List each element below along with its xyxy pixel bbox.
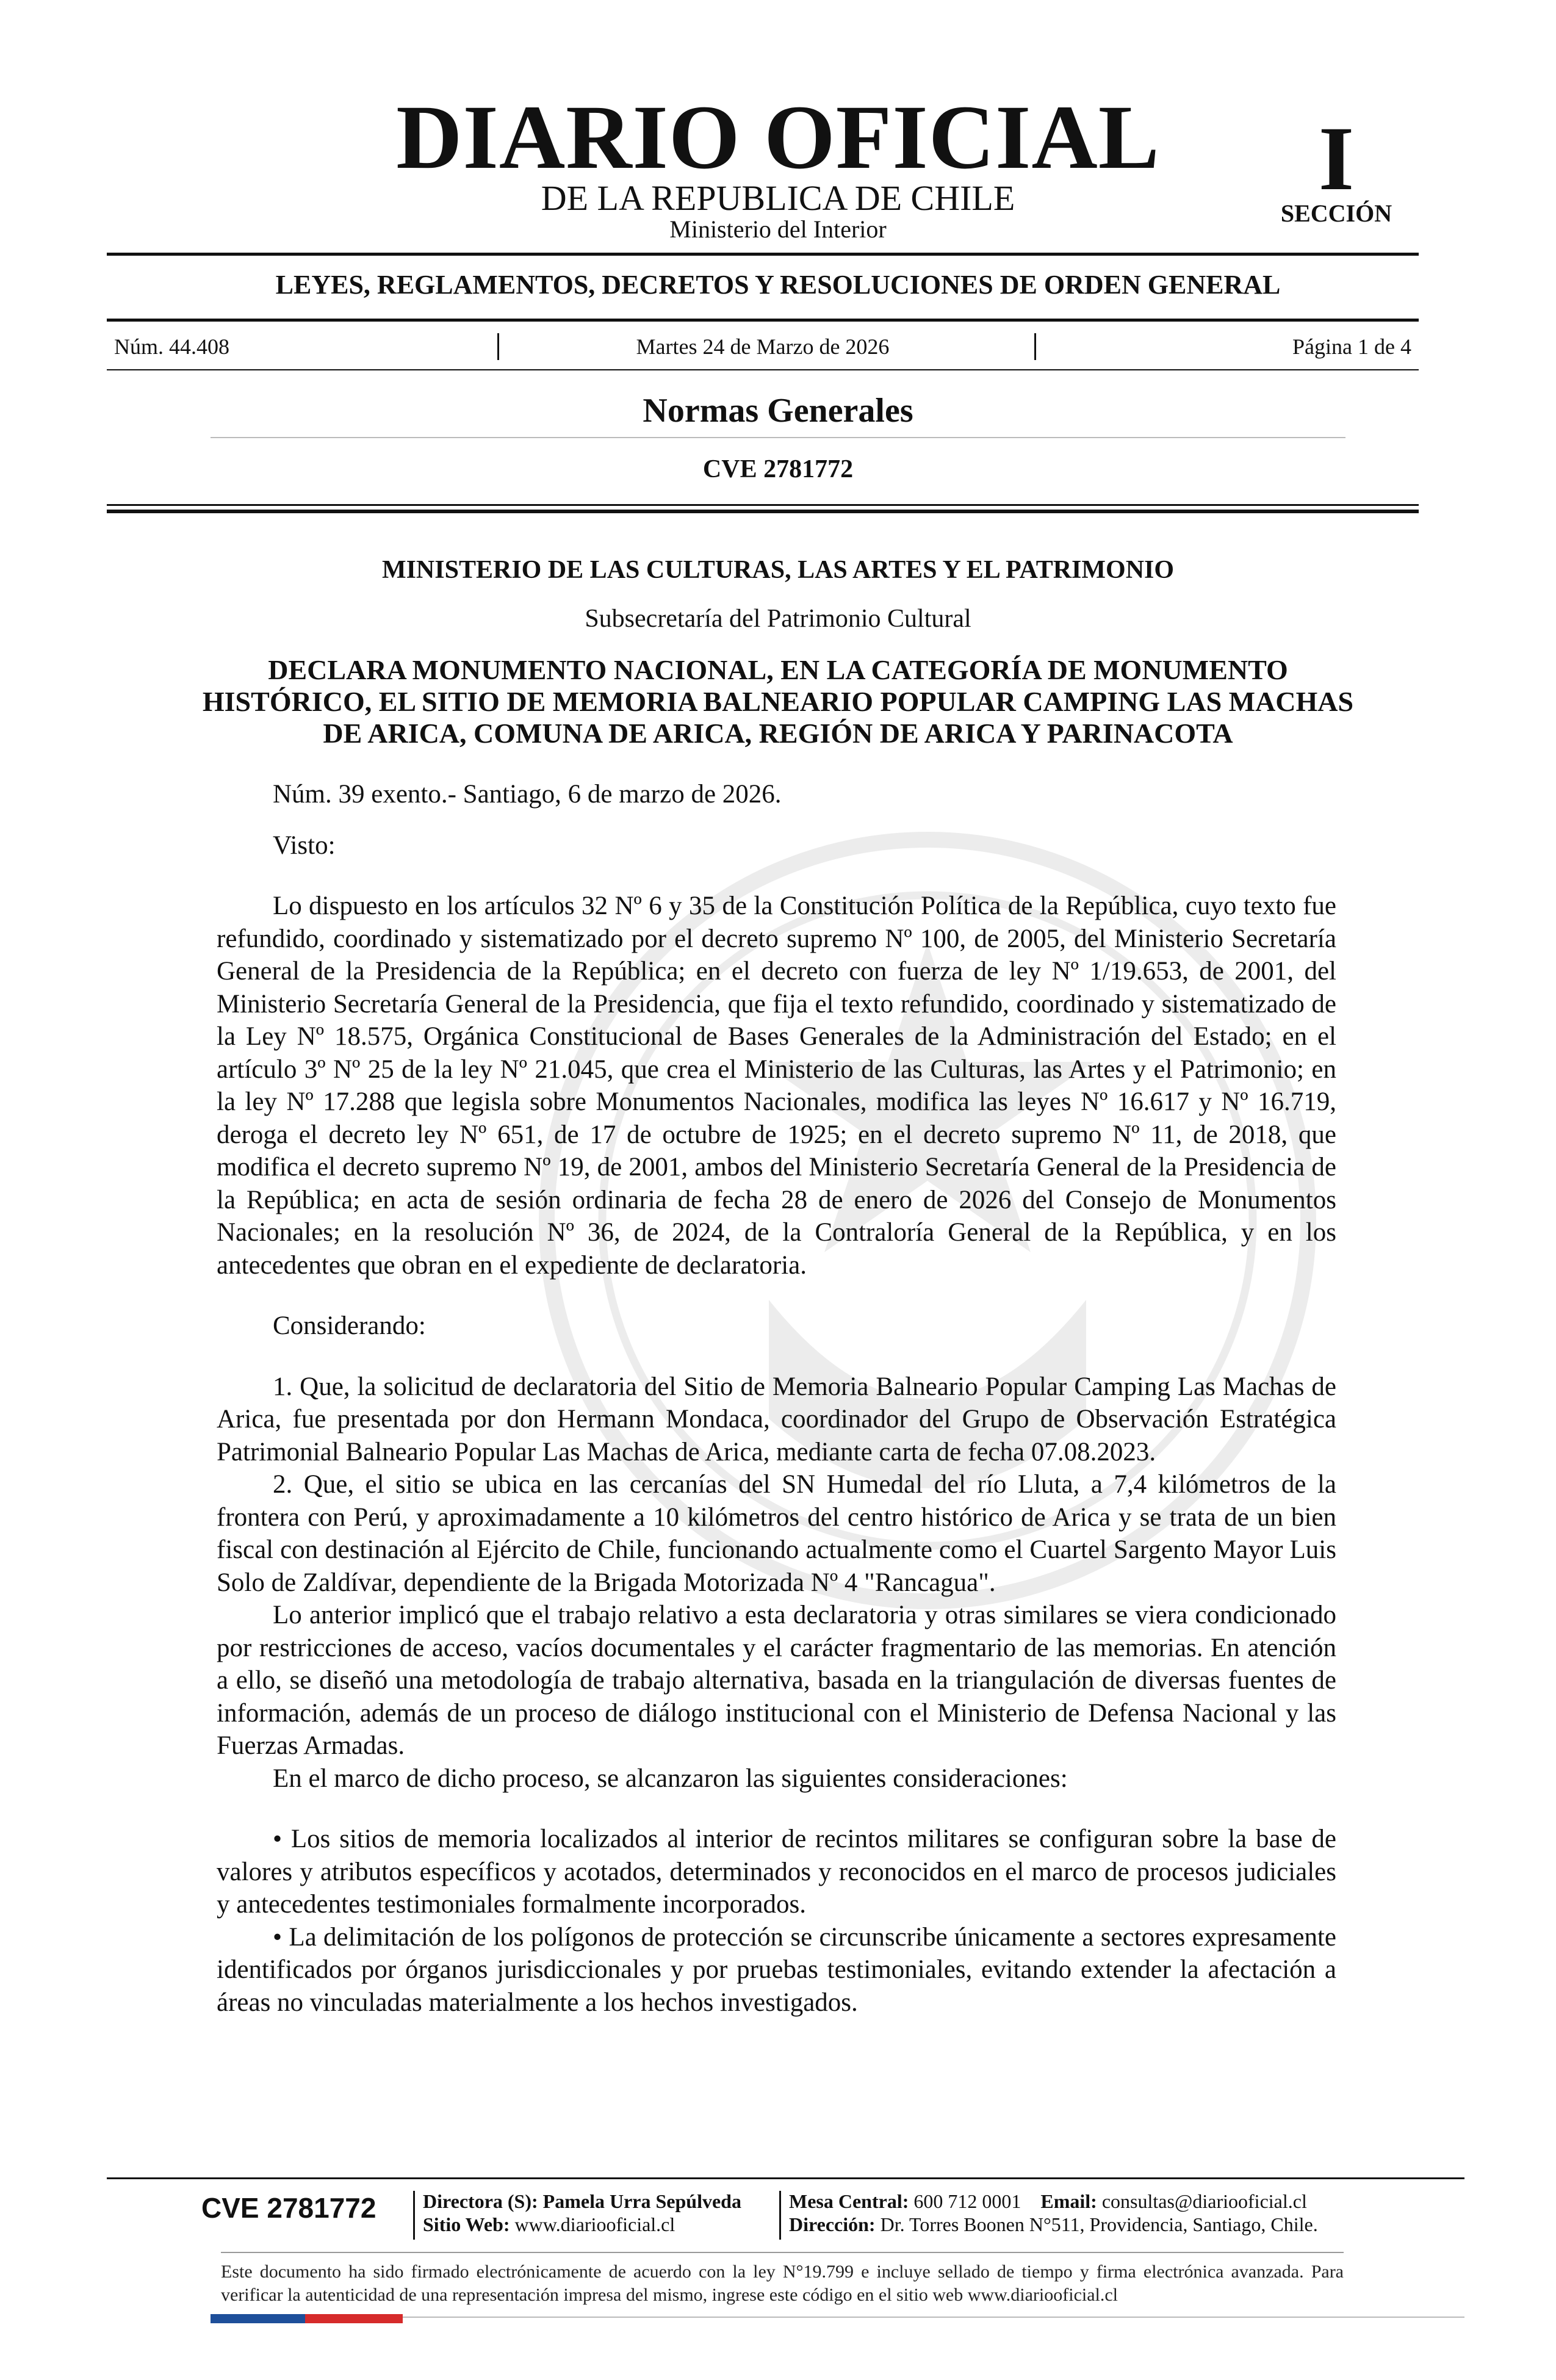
separator [779, 2191, 781, 2240]
ministry-line: Ministerio del Interior [669, 215, 887, 243]
category-banner: LEYES, REGLAMENTOS, DECRETOS Y RESOLUCIONES DE ORDEN GENERAL [275, 270, 1281, 300]
cve-code: CVE 2781772 [702, 455, 854, 483]
issuing-ministry: MINISTERIO DE LAS CULTURAS, LAS ARTES Y EL PATRIMONIO [381, 556, 1175, 584]
divider [107, 319, 1419, 322]
bullet-item: • Los sitios de memoria localizados al interior de recintos militares se configuran sobre la base de valores y atributos específicos y acotados, determinados y reconocidos en el marco de procesos judiciales y antecedentes testimoniales formalmente incorporados. [217, 1825, 1336, 1919]
visto-label: Visto: [273, 831, 336, 860]
issue-info-row [107, 336, 1419, 366]
issue-date: Martes 24 de Marzo de 2026 [636, 334, 890, 359]
thin-divider [221, 2252, 1344, 2253]
visto-paragraph: Lo dispuesto en los artículos 32 Nº 6 y 35 de la Constitución Política de la República, cuyo texto fue refundido, coordinado y sistematizado por el decreto supremo Nº 100, de 2005, del Ministerio Secretaría General de la Presidencia de la República; en el decreto con fuerza de ley Nº 1/19.653, de 2001, del Ministerio Secretaría General de la Presidencia, que fija el texto refundido, coordinado y sistematizado de la Ley Nº 18.575, Orgánica Constitucional de Bases Generales de la Administración del Estado; en el artículo 3º Nº 25 de la ley Nº 21.045, que crea el Ministerio de las Culturas, las Artes y el Patrimonio; en la ley Nº 17.288 que legisla sobre Monumentos Nacionales, modifica las leyes Nº 16.617 y Nº 16.719, deroga el decreto ley Nº 651, de 17 de octubre de 1925; en el decreto supremo Nº 11, de 2018, que modifica el decreto supremo Nº 19, de 2001, ambos del Ministerio Secretaría General de la Presidencia de la República; en acta de sesión ordinaria de fecha 28 de enero de 2026 del Consejo de Monumentos Nacionales; en la resolución Nº 36, de 2024, de la Contraloría General de la República, y en los antecedentes que obran en el expediente de declaratoria. [217, 892, 1336, 1280]
phone-number: 600 712 0001 [913, 2190, 1021, 2212]
page-indicator: Página 1 de 4 [1292, 334, 1411, 359]
website-link[interactable]: www.diariooficial.cl [514, 2213, 675, 2235]
divider [107, 253, 1419, 256]
declaration-title: DECLARA MONUMENTO NACIONAL, EN LA CATEGORÍA DE MONUMENTO HISTÓRICO, EL SITIO DE MEMORIA BALNEARIO POPULAR CAMPING LAS MACHAS DE ARICA, COMUNA DE ARICA, REGIÓN DE ARICA Y PARINACOTA [202, 654, 1354, 749]
paragraph: 1. Que, la solicitud de declaratoria del Sitio de Memoria Balneario Popular Camping Las Machas de Arica, fue presentada por don Hermann Mondaca, coordinador del Grupo de Observación Estratégica Patrimonial Balneario Popular Las Machas de Arica, mediante carta de fecha 07.08.2023. [217, 1372, 1336, 1466]
thin-divider [211, 437, 1345, 438]
flag-red-segment [305, 2314, 403, 2323]
newspaper-title: DIARIO OFICIAL [396, 87, 1160, 188]
website-label: Sitio Web: [423, 2213, 510, 2235]
paragraph: 2. Que, el sitio se ubica en las cercanías del SN Humedal del río Lluta, a 7,4 kilómetros de la frontera con Perú, y aproximadamente a 10 kilómetros del centro histórico de Arica y se trata de un bien fiscal con destinación al Ejército de Chile, funcionando actualmente como el Cuartel Sargento Mayor Luis Solo de Zaldívar, dependiente de la Brigada Motorizada Nº 4 "Rancagua". [217, 1470, 1336, 1597]
email-label: Email: [1040, 2190, 1097, 2212]
footer-cve-code: CVE 2781772 [201, 2192, 376, 2224]
divider [107, 510, 1419, 513]
decree-line: Núm. 39 exento.- Santiago, 6 de marzo de 2026. [273, 780, 782, 809]
address: Dr. Torres Boonen N°511, Providencia, Santiago, Chile. [880, 2213, 1318, 2235]
section-number: I [1318, 108, 1355, 209]
chile-flag-stripe [211, 2314, 403, 2323]
flag-blue-segment [211, 2314, 305, 2323]
separator [413, 2191, 415, 2240]
footer-divider [107, 2177, 1464, 2179]
section-title: Normas Generales [643, 392, 913, 430]
separator [1034, 333, 1036, 360]
email-link[interactable]: consultas@diariooficial.cl [1101, 2190, 1307, 2212]
paragraph: Lo anterior implicó que el trabajo relativo a esta declaratoria y otras similares se viera condicionado por restricciones de acceso, vacíos documentales y el carácter fragmentario de las memorias. En atención a ello, se diseñó una metodología de trabajo alternativa, basada en la triangulación de diversas fuentes de información, además de un proceso de diálogo institucional con el Ministerio de Defensa Nacional y las Fuerzas Armadas. [217, 1601, 1336, 1760]
document-body [217, 778, 1336, 2019]
footer-contact-left [423, 2190, 741, 2236]
paragraph: En el marco de dicho proceso, se alcanzaron las siguientes consideraciones: [273, 1764, 1068, 1793]
issue-number: Núm. 44.408 [114, 334, 229, 359]
subsecretaria: Subsecretaría del Patrimonio Cultural [585, 605, 971, 633]
considerando-label: Considerando: [273, 1311, 426, 1340]
director-label: Directora (S): [423, 2190, 538, 2212]
address-label: Dirección: [789, 2213, 876, 2235]
section-label: SECCIÓN [1280, 200, 1392, 227]
footer-legal-note: Este documento ha sido firmado electrónicamente de acuerdo con la ley N°19.799 e incluye sellado de tiempo y firma electrónica avanzada. Para verificar la autenticidad de una representación impresa del mismo, ingrese este código en el sitio web www.diariooficial.cl [221, 2262, 1344, 2305]
divider [107, 369, 1419, 370]
phone-label: Mesa Central: [789, 2190, 909, 2212]
newspaper-subtitle: DE LA REPUBLICA DE CHILE [541, 178, 1015, 218]
director-name: Pamela Urra Sepúlveda [542, 2190, 741, 2212]
divider [107, 504, 1419, 506]
footer-contact-right [789, 2190, 1318, 2236]
bullet-item: • La delimitación de los polígonos de protección se circunscribe únicamente a sectores expresamente identificados por órganos jurisdiccionales y por pruebas testimoniales, evitando extender la afectación a áreas no vinculadas materialmente a los hechos investigados. [217, 1922, 1336, 2017]
